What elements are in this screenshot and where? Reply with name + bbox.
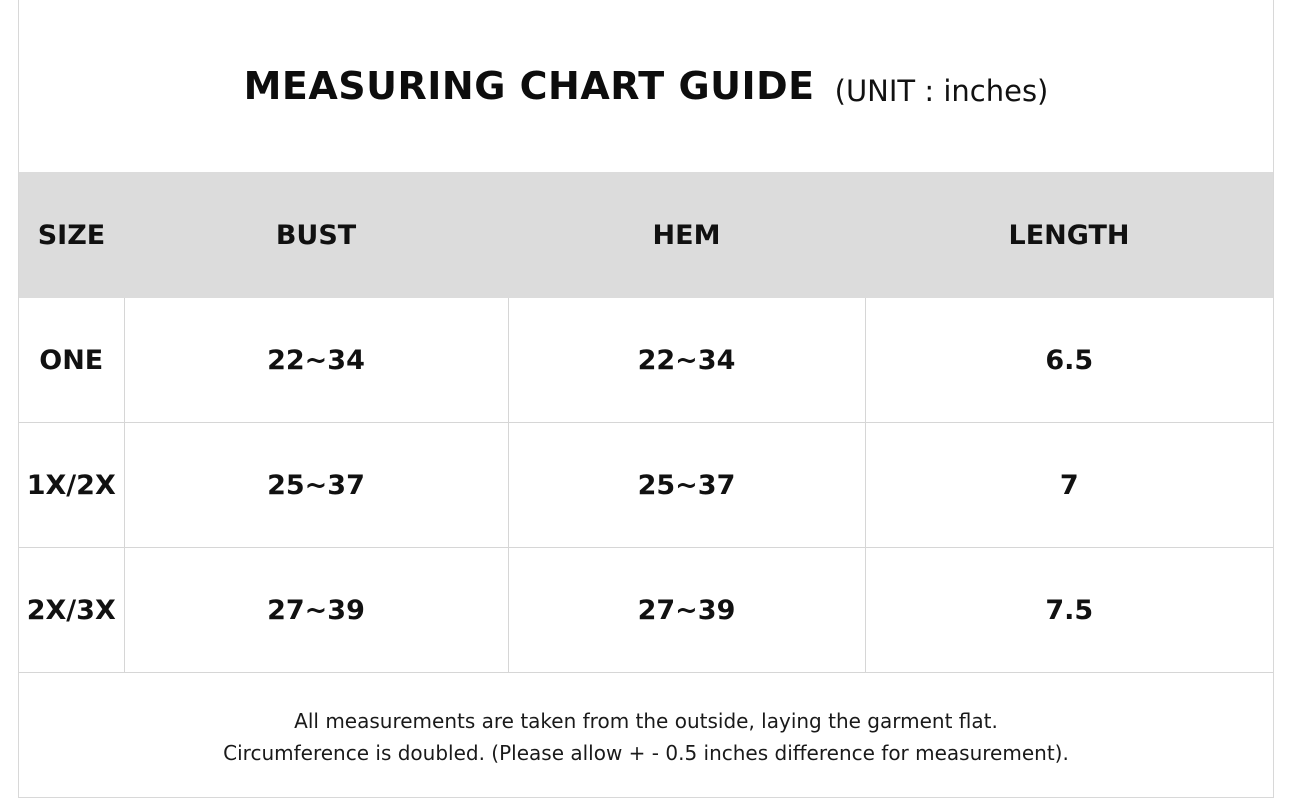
cell-bust: 22~34	[124, 298, 508, 423]
header-bust: BUST	[124, 172, 508, 298]
table-row	[19, 548, 1273, 673]
cell-size: ONE	[19, 298, 124, 423]
footnote-measurement-method: All measurements are taken from the outside, laying the garment flat.	[294, 709, 998, 733]
cell-length: 6.5	[865, 298, 1273, 423]
chart-frame	[18, 0, 1274, 798]
header-hem: HEM	[508, 172, 865, 298]
cell-hem: 27~39	[508, 548, 865, 673]
header-row	[19, 172, 1273, 298]
cell-bust: 25~37	[124, 423, 508, 548]
cell-bust: 27~39	[124, 548, 508, 673]
footnote-tolerance: Circumference is doubled. (Please allow + - 0.5 inches difference for measurement).	[223, 741, 1069, 765]
cell-size: 1X/2X	[19, 423, 124, 548]
table-row	[19, 423, 1273, 548]
chart-title: MEASURING CHART GUIDE	[243, 64, 815, 108]
cell-size: 2X/3X	[19, 548, 124, 673]
title-row	[19, 0, 1273, 172]
header-size: SIZE	[19, 172, 124, 298]
cell-length: 7	[865, 423, 1273, 548]
footnotes	[19, 676, 1273, 798]
cell-length: 7.5	[865, 548, 1273, 673]
cell-hem: 22~34	[508, 298, 865, 423]
table-row	[19, 298, 1273, 423]
unit-label: (UNIT : inches)	[834, 74, 1049, 108]
size-table	[19, 172, 1273, 673]
header-length: LENGTH	[865, 172, 1273, 298]
cell-hem: 25~37	[508, 423, 865, 548]
